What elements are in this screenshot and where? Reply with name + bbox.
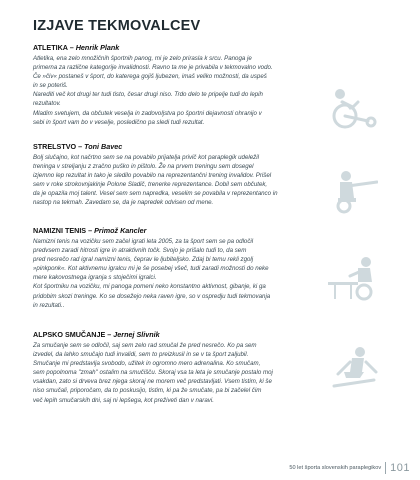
discipline-label: ATLETIKA (33, 43, 68, 52)
wheelchair-racing-icon (328, 84, 378, 130)
section-heading: ALPSKO SMUČANJE – Jernej Slivnik (33, 330, 160, 339)
section-heading: STRELSTVO – Toni Bavec (33, 142, 123, 151)
section-alpsko-smucanje (33, 330, 319, 405)
athlete-name: Jernej Slivnik (113, 330, 160, 339)
section-heading: NAMIZNI TENIS – Primož Kancler (33, 226, 147, 235)
statement-text: Za smučanje sem se odločil, saj sem zelo rad smučal že pred nesrečo. Ko pa sem izvedel, da lahko smučajo tudi invalidi, sem to preizkusil in se v ta šport zaljubil. Smučanje mi predstavlja svobodo, užitek in ogromno mero adrenalina. Ko smučam, sem popolnoma "zmah" ostalim na smučišču. Skoraj vsa ta leta je smučanje postalo moj vsakdan, zato si drveva brez njega skoraj ne morem več predstavljati. Vsem tistim, ki še niso smučali, priporočam, da to poskusijo, tistim, ki pa že smučate, pa bi začelel čim več lepih smučarskih dni, saj ni lepšega, kot preživeti dan v naravi. (33, 342, 273, 404)
athlete-name: Henrik Plank (75, 43, 120, 52)
footer-text: 50 let športa slovenskih paraplegikov (289, 465, 382, 471)
section-heading: ATLETIKA – Henrik Plank (33, 43, 120, 52)
page-footer (289, 462, 410, 474)
page-number: 101 (390, 462, 410, 474)
shooting-icon (328, 168, 378, 214)
statement-text: Atletika, ena zelo množičnih športnih panog, mi je zelo prirasla k srcu. Panoga je primerna za različne kategorije invalidnosti. Ravno ta me je privabila v tekmovalno vodo. Če »čiv« postaneš v šport, do katerega gojiš ljubezen, imaš veliko možnosti, da uspeš in se poteriš. Narediti več kot drugi ter tudi tisto, česar drugi niso. Trdo delo te pripelje tudi do lepih rezultatov. Mladim svetujem, da občutek veselja in zadovoljstva po športni dejavnosti ohranijo v sebi in šport vam bo v veselje, posledično pa sledi tudi rezultat. (33, 55, 273, 126)
athlete-name: Primož Kancler (94, 226, 147, 235)
athlete-name: Toni Bavec (84, 142, 123, 151)
section-strelstvo (33, 142, 319, 208)
section-namizni-tenis (33, 226, 319, 310)
page-title: IZJAVE TEKMOVALCEV (33, 18, 201, 34)
alpine-skiing-icon (330, 346, 380, 392)
statement-text: Bolj slučajno, kot načrtno sem se na povabilo prijatelja privič kot paraplegik udeležil treninga v streljanju z zračno puško in pištolo. Že na prvem treningu sem dosegel izjemno lep rezultat in tako je sledilo povabilo na reprezentančni trening invalidov. Prišel sem v roke strokovnjakinje Polone Sladič, trenerke reprezentance. Dobil sem občutek, da je opazila moj talent. Vesel sem sem napredka, veselim se povabila v reprezentanco in nastop na tekmah. Zavedam se, da je napredek odvisen od mene. (33, 154, 278, 207)
discipline-label: STRELSTVO (33, 142, 77, 151)
section-atletika (33, 43, 319, 127)
discipline-label: NAMIZNI TENIS (33, 226, 87, 235)
table-tennis-icon (328, 256, 378, 302)
footer-divider (385, 462, 386, 474)
statement-text: Namizni tenis na vozičku sem začel igrati leta 2005, za ta šport sem se pa odločil predvsem zaradi hitrosti igre in atraktivnih točk. Svojo je prišalo tudi to, da sem pred nesrečo rad igral namizni tenis, čeprav le ljubiteljsko. Zdaj bi temu rekli zgolj »pinkponk«. Kot aktivnemu igralcu mi je še posebej všeč, tudi zaradi možnosti do neke mere kakovostnega igranja s stoječimi igralci. Kot športniku na vozičku, mi panoga pomeni neko konstantno aktivnost, gibanje, ki ga pridobim skozi treninge. Ko se dosežejo neka raven igre, so v ospredju tudi tekmovanja in rezultati.. (33, 238, 271, 309)
discipline-label: ALPSKO SMUČANJE (33, 330, 106, 339)
